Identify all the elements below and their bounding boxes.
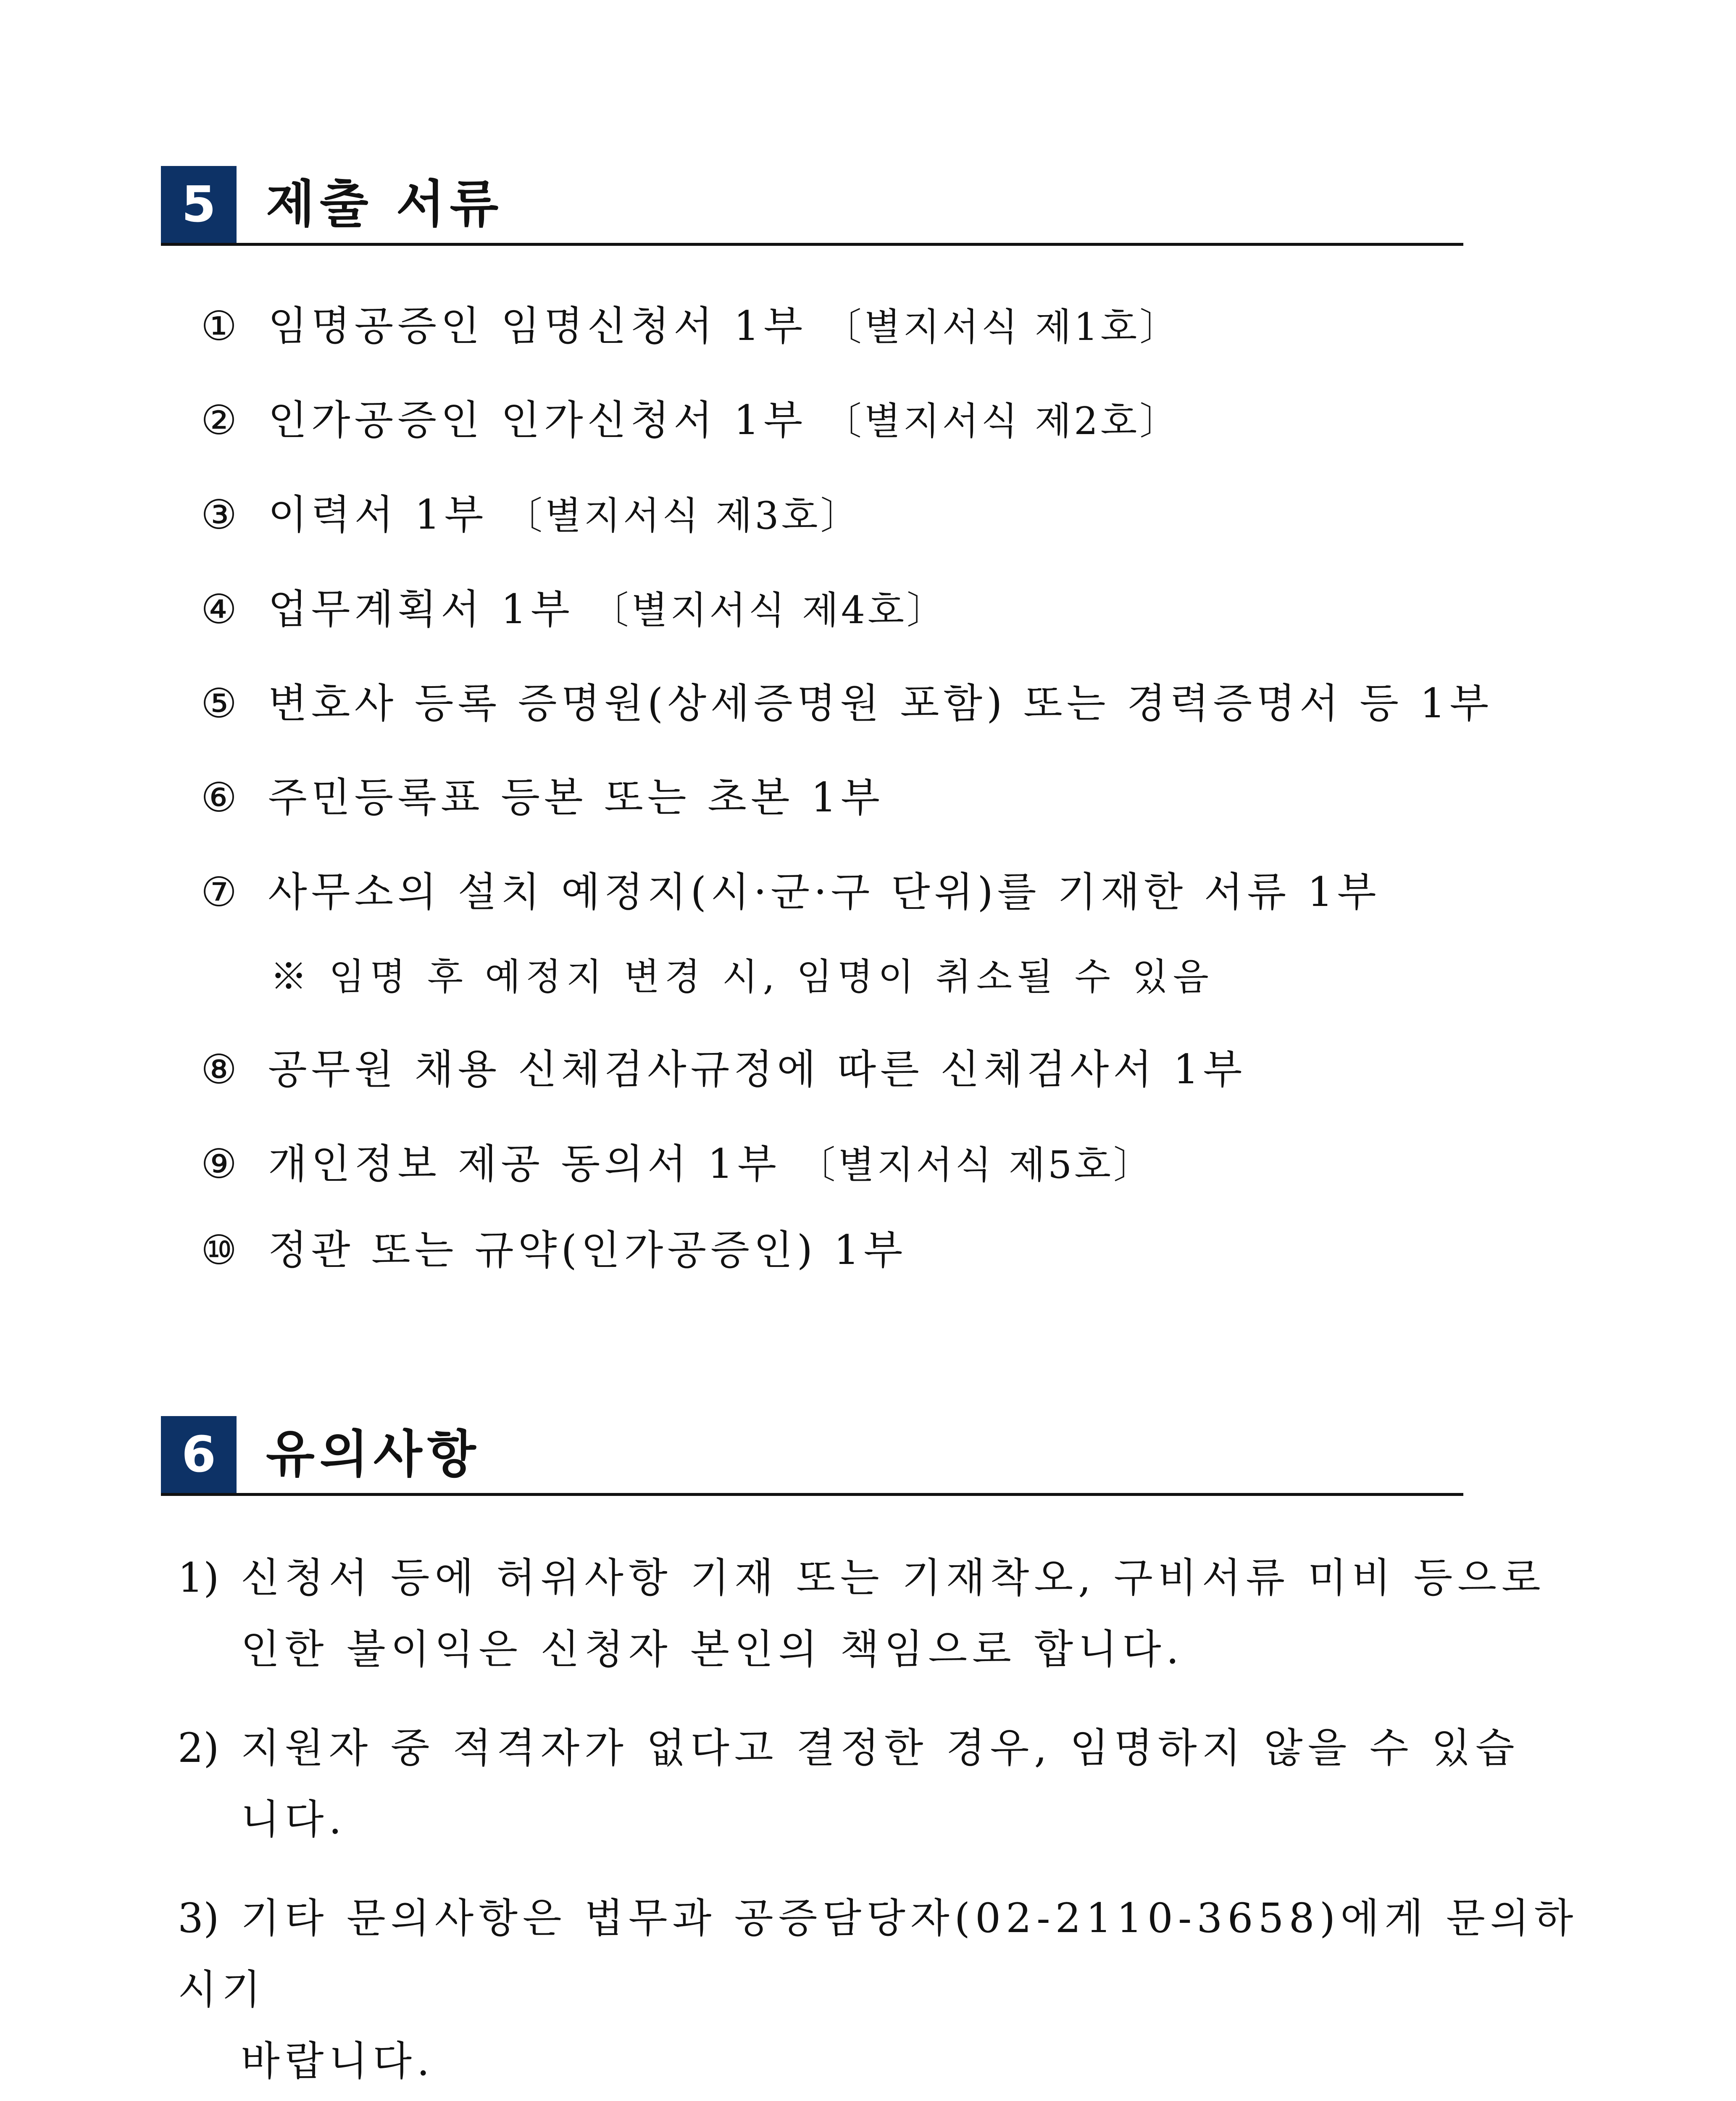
item-marker: ②	[201, 397, 237, 444]
list-item	[201, 678, 1493, 729]
item-marker: ①	[201, 303, 237, 350]
notice-marker: 2)	[178, 1725, 219, 1772]
item-marker: ⑨	[201, 1140, 237, 1187]
form-reference: 〔별지서식 제1호〕	[823, 305, 1180, 349]
list-item	[201, 1139, 1154, 1190]
section-title: 제출 서류	[266, 175, 504, 234]
list-item	[201, 867, 1381, 917]
item-marker: ③	[201, 491, 237, 538]
item-text: 이력서 1부	[268, 491, 488, 538]
notice-item	[178, 1712, 1589, 1855]
section-title: 유의사항	[266, 1425, 481, 1484]
form-reference: 〔별지서식 제2호〕	[823, 399, 1180, 443]
item-marker: ⑥	[201, 774, 237, 821]
item-marker: ⑤	[201, 680, 237, 727]
notice-marker: 1)	[178, 1554, 219, 1601]
section-submission-documents	[161, 166, 1463, 246]
section-notices	[161, 1416, 1463, 1496]
section-number-badge: 6	[161, 1416, 237, 1493]
item-text: 업무계획서 1부	[268, 586, 574, 633]
notice-line-continued: 바랍니다.	[241, 2038, 435, 2085]
list-item	[201, 584, 947, 636]
item-text: 정관 또는 규약(인가공증인) 1부	[268, 1227, 907, 1274]
form-reference: 〔별지서식 제3호〕	[505, 494, 861, 538]
item-text: 임명공증인 임명신청서 1부	[268, 303, 807, 350]
notice-line-continued: 인한 불이익은 신청자 본인의 책임으로 합니다.	[241, 1626, 1184, 1673]
note-text: ※ 임명 후 예정지 변경 시, 임명이 취소될 수 있음	[270, 955, 1214, 998]
item-marker: ⑦	[201, 869, 237, 916]
list-item	[201, 395, 1180, 447]
list-item	[201, 1044, 1246, 1095]
form-reference: 〔별지서식 제4호〕	[591, 588, 947, 632]
list-item	[201, 490, 861, 541]
item-text: 공무원 채용 신체검사규정에 따른 신체검사서 1부	[268, 1046, 1247, 1093]
section-header	[161, 1416, 1463, 1496]
item-text: 사무소의 설치 예정지(시·군·구 단위)를 기재한 서류 1부	[268, 869, 1381, 916]
item-marker: ⑧	[201, 1046, 237, 1093]
notice-item	[178, 1542, 1589, 1685]
item-text: 인가공증인 인가신청서 1부	[268, 397, 807, 444]
section-number-badge: 5	[161, 166, 237, 243]
list-item	[201, 1225, 907, 1275]
form-reference: 〔별지서식 제5호〕	[797, 1143, 1154, 1187]
section-header	[161, 166, 1463, 246]
notice-item	[178, 1882, 1589, 2097]
item-text: 변호사 등록 증명원(상세증명원 포함) 또는 경력증명서 등 1부	[268, 680, 1493, 727]
item-marker: ④	[201, 586, 237, 633]
notice-line: 지원자 중 적격자가 없다고 결정한 경우, 임명하지 않을 수 있습	[241, 1725, 1520, 1772]
notice-line: 신청서 등에 허위사항 기재 또는 기재착오, 구비서류 미비 등으로	[241, 1554, 1546, 1601]
notice-line: 기타 문의사항은 법무과 공증담당자(02-2110-3658)에게 문의하시기	[178, 1895, 1578, 2013]
notice-marker: 3)	[178, 1895, 219, 1942]
list-item	[201, 301, 1180, 353]
item-text: 개인정보 제공 동의서 1부	[268, 1140, 781, 1187]
list-item	[201, 772, 884, 823]
item-marker: ⑩	[201, 1227, 237, 1274]
item-text: 주민등록표 등본 또는 초본 1부	[268, 774, 884, 821]
notice-line-continued: 니다.	[241, 1796, 347, 1843]
